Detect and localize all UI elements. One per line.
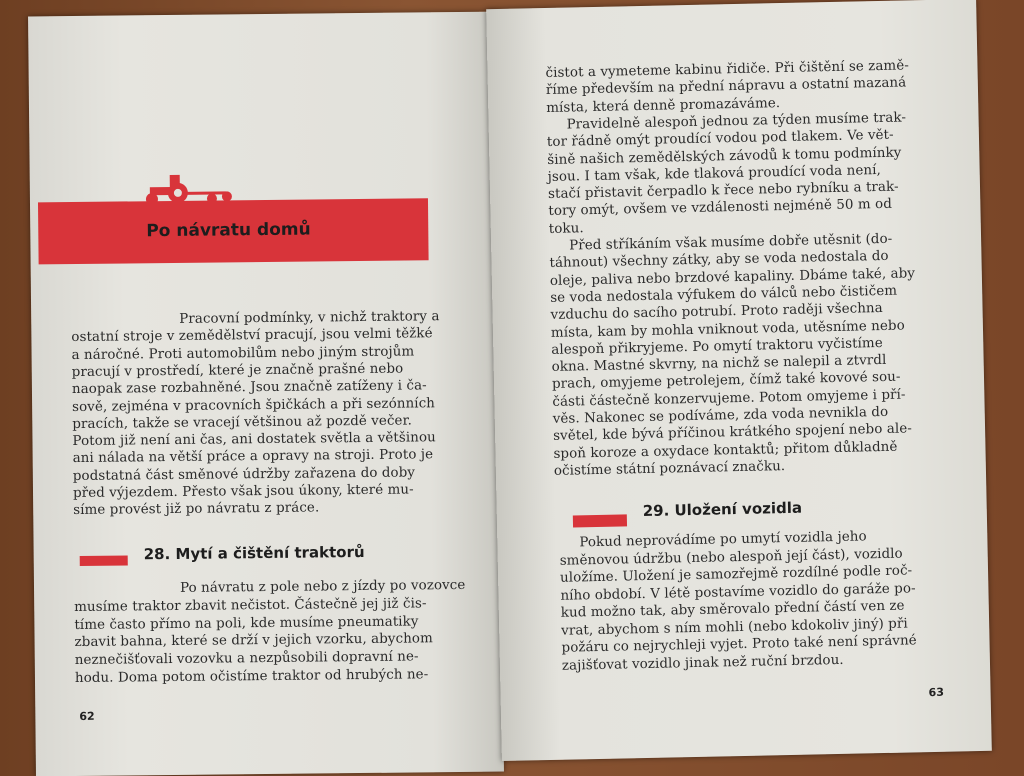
left-page xyxy=(28,12,504,776)
text-line: prach, omyjeme petrolejem, čímž také kovové sou- xyxy=(551,370,901,393)
text-line: světel, kde bývá příčinou krátkého spojení nebo ale- xyxy=(552,421,913,445)
text-line: zajišťovat vozidlo jinak než ruční brzdou. xyxy=(561,652,844,674)
text-line: ostatní stroje v zemědělství pracují, jsou velmi těžké xyxy=(71,326,433,346)
text-line: říme především na přední nápravu a ostatní mazaná xyxy=(545,75,907,99)
text-line: tory omýt, ovšem ve vzdálenosti nejméně 50 m od xyxy=(548,197,893,220)
text-line: místa, kam by mohla vniknout voda, utěsníme nebo xyxy=(550,318,905,341)
text-line: neznečišťovali vozovku a nezpůsobili dopravní ne- xyxy=(74,649,419,669)
text-line: stačí přistavit čerpadlo k řece nebo rybníku a trak- xyxy=(547,179,899,203)
text-line: spoň koroze a oxydace kontaktů; přitom důkladně xyxy=(553,439,898,462)
text-line: oleje, paliva nebo brzdové kapaliny. Dbáme také, aby xyxy=(549,265,916,289)
text-line: tor řádně omýt proudící vodou pod tlakem. Ve vět- xyxy=(546,127,894,151)
text-line: vrat, abychom s ním mohli (nebo kdokoliv jiný) při xyxy=(561,616,908,639)
text-line: Pokud neprovádíme po umytí vozidla jeho xyxy=(579,529,867,551)
text-line: šině našich zemědělských závodů k tomu podmínky xyxy=(547,145,902,168)
text-line: části částečně konzervujeme. Potom omyjeme i pří- xyxy=(552,387,906,410)
text-line: Pravidelně alespoň jednou za týden musíme trak- xyxy=(566,110,907,133)
text-line: vzduchu do sacího potrubí. Proto raději všechna xyxy=(550,301,883,324)
text-line: jsou. I tam však, kde tlaková proudící voda není, xyxy=(547,162,882,185)
text-line: ního období. V létě postavíme vozidlo do garáže po- xyxy=(560,580,916,604)
text-line: táhnout) všechny zátky, aby se voda nedostala do xyxy=(549,249,889,272)
text-line: věs. Nakonec se podíváme, zda voda nevnikla do xyxy=(552,404,889,427)
section-marker xyxy=(573,514,627,527)
text-line: požáru co nejrychleji vyjet. Proto také není správné xyxy=(561,633,917,656)
text-line: kud možno tak, aby směrovalo přední částí ven ze xyxy=(560,598,905,621)
text-line: místa, která denně promazáváme. xyxy=(546,95,781,116)
text-line: Po návratu z pole nebo z jízdy po vozovce xyxy=(179,577,466,596)
text-line: se voda nedostala výfukem do válců nebo čističem xyxy=(550,283,898,306)
right-page xyxy=(486,0,992,761)
text-line: před výjezdem. Přesto však jsou úkony, které mu- xyxy=(72,482,414,502)
section-marker xyxy=(80,555,128,566)
text-line: ani nálada na větší práce a opravy na stroji. Proto je xyxy=(72,447,434,467)
text-line: síme provést již po návratu z práce. xyxy=(73,500,320,519)
text-line: hodu. Doma potom očistíme traktor od hrubých ne- xyxy=(74,667,429,687)
page-number: 63 xyxy=(928,685,945,700)
text-line: toku. xyxy=(548,220,584,237)
chapter-title: Po návratu domů xyxy=(146,219,311,242)
text-line: Potom již není ani čas, ani dostatek světla a většinou xyxy=(72,430,436,450)
text-line: očistíme státní poznávací značku. xyxy=(553,458,786,479)
text-line: naopak zase rozbahněné. Jsou značně zatíženy i ča- xyxy=(71,378,427,398)
section-title: 28. Mytí a čištění traktorů xyxy=(143,542,365,564)
text-line: pracují v prostředí, které je značně prašné nebo xyxy=(71,361,404,380)
text-line: podstatná část směnové údržby zařazena do doby xyxy=(72,465,416,484)
text-line: tíme často přímo na poli, kde musíme pneumatiky xyxy=(74,614,419,633)
page-number: 62 xyxy=(79,709,95,723)
text-line: Před stříkáním však musíme dobře utěsnit (do- xyxy=(569,231,893,254)
text-line: zbavit bahna, které se drží v jejich vzorku, abychom xyxy=(74,631,433,651)
text-line: pracích, takže se vracejí většinou až pozdě večer. xyxy=(72,413,413,432)
section-title: 29. Uložení vozidla xyxy=(642,498,803,521)
text-line: sově, zejména v pracovních špičkách a při sezónních xyxy=(72,395,436,415)
text-line: směnovou údržbu (nebo alespoň její část), vozidlo xyxy=(559,546,903,569)
body-text xyxy=(486,0,976,479)
text-line: okna. Mastné skvrny, na nichž se nalepil a ztvrdl xyxy=(551,353,887,376)
text-line: musíme traktor zbavit nečistot. Částečně jej již čis- xyxy=(74,596,427,615)
text-line: čistot a vymeteme kabinu řidiče. Při čištění se zamě- xyxy=(545,58,910,81)
text-line: a náročné. Proti automobilům nebo jiným strojům xyxy=(71,344,415,363)
text-line: alespoň přikryjeme. Po omytí traktoru vyčistíme xyxy=(551,335,883,358)
text-line: Pracovní podmínky, v nichž traktory a xyxy=(179,309,440,327)
text-line: uložíme. Uložení je samozřejmě rozdílné podle roč- xyxy=(559,563,913,586)
